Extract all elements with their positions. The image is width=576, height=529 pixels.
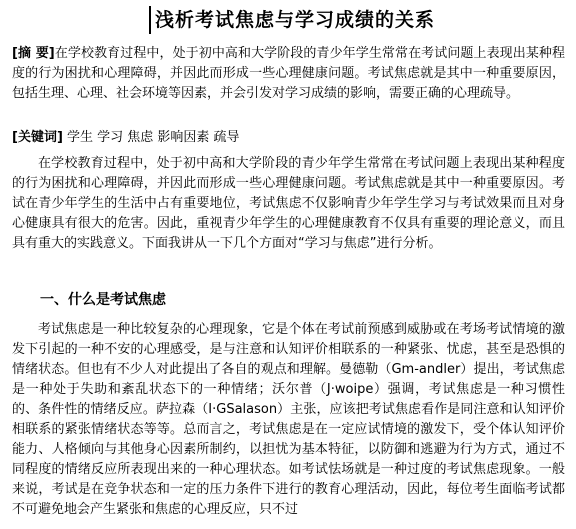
keywords-label: [关键词] <box>12 130 63 145</box>
document-title: 浅析考试焦虑与学习成绩的关系 <box>149 6 435 34</box>
abstract-label: [摘 要] <box>12 46 55 61</box>
title-container <box>0 6 576 34</box>
body-paragraph-2: 考试焦虑是一种比较复杂的心理现象，它是个体在考试前预感到威胁或在考场考试情境的激发下引起的一种不安的心理感受，是与注意和认知评价相联系的一种紧张、忧虑，甚至是恐惧的情绪状态。但也有不少人对此提出了各自的观点和理解。曼德勒（Gm-andler）提出，考试焦虑是一种处于失助和紊乱状态下的一种情绪；沃尔普（J·woipe）强调，考试焦虑是一种习惯性的、条件性的情绪反应。萨拉森（I·GSalason）主张，应该把考试焦虑看作是同注意和认知评价相联系的紧张情绪状态等等。总而言之，考试焦虑是在一定应试情境的激发下，受个体认知评价能力、人格倾向与其他身心因素所制约，以担忧为基本特征，以防御和逃避为行为方式，通过不同程度的情绪反应所表现出来的一种心理状态。如考试怯场就是一种过度的考试焦虑现象。一般来说，考试是在竞争状态和一定的压力条件下进行的教育心理活动，因此，每位考生面临考试都不可避免地会产生紧张和焦虑的心理反应，只不过 <box>12 322 565 517</box>
keywords-line <box>12 128 565 148</box>
body-paragraph-1: 在学校教育过程中，处于初中高和大学阶段的青少年学生常常在考试问题上表现出某种程度的行为困扰和心理障碍，并因此而形成一些心理健康问题。考试焦虑就是其中一种重要原因。考试在青少年学生的生活中占有重要地位，考试焦虑不仅影响青少年学生学习与考试效果而且对身心健康具有很大的危害。因此，重视青少年学生的心理健康教育不仅具有重要的理论意义，而且具有重大的实践意义。下面我讲从一下几个方面对“学习与焦虑”进行分析。 <box>12 156 565 251</box>
abstract-paragraph <box>12 44 565 104</box>
abstract-text: 在学校教育过程中，处于初中高和大学阶段的青少年学生常常在考试问题上表现出某种程度的行为困扰和心理障碍，并因此而形成一些心理健康问题。考试焦虑就是其中一种重要原因，包括生理、心理、社会环境等因素，并会引发对学习成绩的影响，需要正确的心理疏导。 <box>12 46 565 101</box>
keywords-text: 学生 学习 焦虑 影响因素 疏导 <box>62 130 240 145</box>
section-heading-1: 一、什么是考试焦虑 <box>40 292 166 308</box>
